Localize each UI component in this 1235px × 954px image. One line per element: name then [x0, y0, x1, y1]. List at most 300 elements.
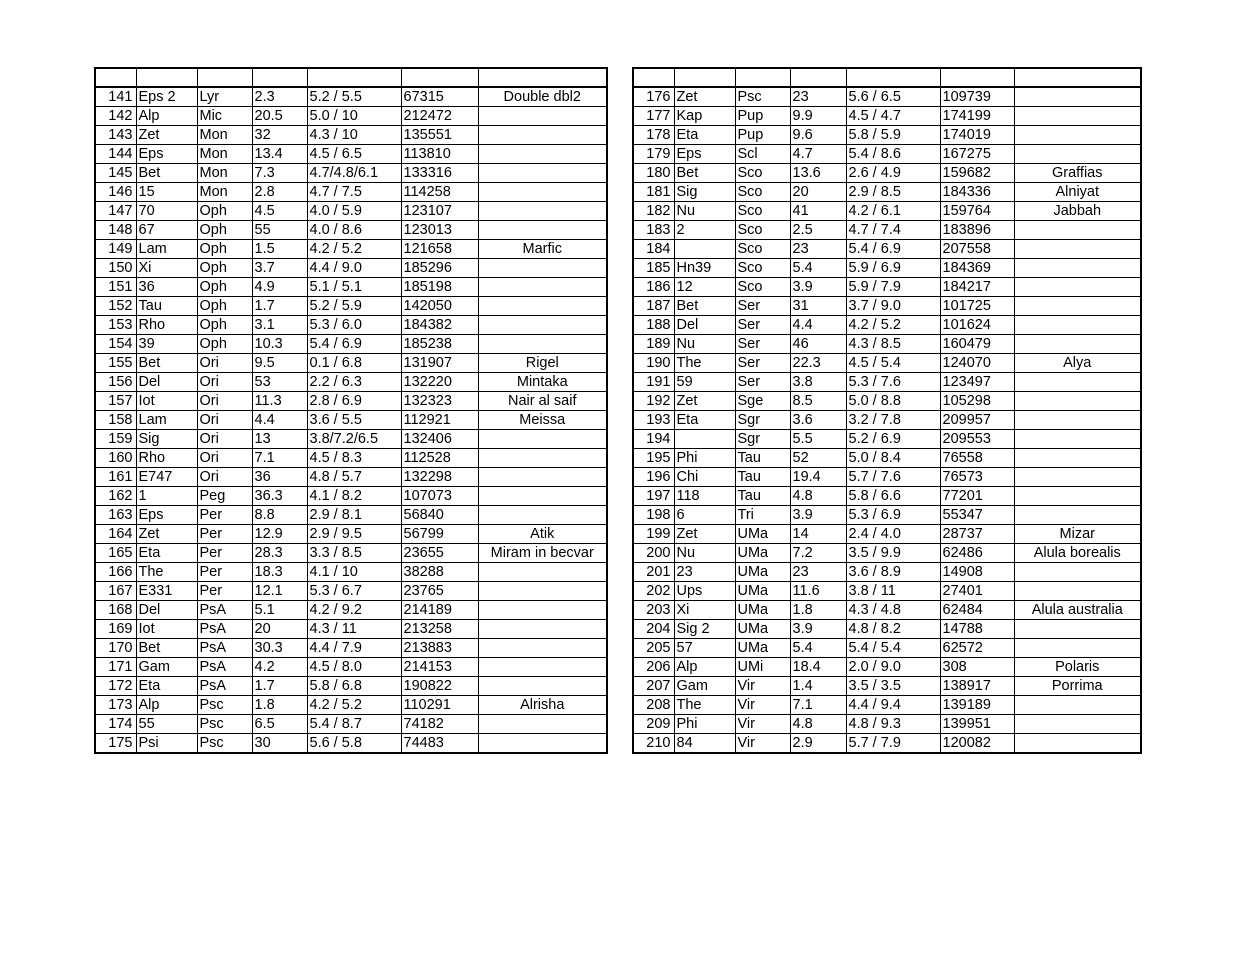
cell-constellation: Oph [197, 278, 252, 297]
header-cell [1014, 68, 1141, 87]
cell-number: 174 [95, 715, 136, 734]
cell-common-name: Jabbah [1014, 202, 1141, 221]
cell-separation: 12.1 [252, 582, 307, 601]
cell-constellation: Ori [197, 392, 252, 411]
cell-sao: 101725 [940, 297, 1014, 316]
cell-common-name [1014, 126, 1141, 145]
cell-constellation: Sco [735, 183, 790, 202]
cell-constellation: Sgr [735, 430, 790, 449]
cell-separation: 9.9 [790, 107, 846, 126]
cell-common-name [1014, 411, 1141, 430]
cell-magnitudes: 4.4 / 9.4 [846, 696, 940, 715]
cell-common-name [478, 145, 607, 164]
cell-constellation: Oph [197, 202, 252, 221]
cell-constellation: Tau [735, 449, 790, 468]
cell-magnitudes: 5.6 / 6.5 [846, 87, 940, 107]
cell-star: Phi [674, 449, 735, 468]
cell-magnitudes: 4.5 / 6.5 [307, 145, 401, 164]
cell-common-name [1014, 297, 1141, 316]
cell-separation: 2.9 [790, 734, 846, 754]
cell-separation: 55 [252, 221, 307, 240]
cell-magnitudes: 4.2 / 5.2 [307, 696, 401, 715]
cell-number: 186 [633, 278, 674, 297]
cell-number: 180 [633, 164, 674, 183]
cell-magnitudes: 4.4 / 9.0 [307, 259, 401, 278]
cell-sao: 77201 [940, 487, 1014, 506]
cell-common-name [478, 297, 607, 316]
cell-star: Ups [674, 582, 735, 601]
cell-magnitudes: 4.7 / 7.4 [846, 221, 940, 240]
cell-number: 197 [633, 487, 674, 506]
cell-constellation: Mon [197, 126, 252, 145]
cell-common-name [1014, 316, 1141, 335]
table-row [633, 354, 1141, 373]
cell-number: 160 [95, 449, 136, 468]
table-row [95, 468, 607, 487]
cell-sao: 123013 [401, 221, 478, 240]
cell-sao: 214153 [401, 658, 478, 677]
cell-number: 195 [633, 449, 674, 468]
table-row [95, 373, 607, 392]
cell-magnitudes: 5.8 / 5.9 [846, 126, 940, 145]
cell-constellation: Ori [197, 411, 252, 430]
cell-separation: 20.5 [252, 107, 307, 126]
cell-separation: 11.3 [252, 392, 307, 411]
cell-separation: 4.5 [252, 202, 307, 221]
cell-common-name [1014, 734, 1141, 754]
cell-common-name: Rigel [478, 354, 607, 373]
table-row [633, 87, 1141, 107]
table-row [95, 430, 607, 449]
cell-star: E747 [136, 468, 197, 487]
cell-separation: 12.9 [252, 525, 307, 544]
cell-constellation: PsA [197, 658, 252, 677]
table-row [95, 487, 607, 506]
cell-constellation: Oph [197, 240, 252, 259]
cell-magnitudes: 5.3 / 6.9 [846, 506, 940, 525]
cell-sao: 308 [940, 658, 1014, 677]
cell-number: 164 [95, 525, 136, 544]
cell-common-name: Alya [1014, 354, 1141, 373]
cell-constellation: Sco [735, 221, 790, 240]
cell-sao: 185238 [401, 335, 478, 354]
cell-star: Lam [136, 411, 197, 430]
table-row [633, 658, 1141, 677]
cell-constellation: Mon [197, 164, 252, 183]
cell-separation: 4.4 [790, 316, 846, 335]
cell-number: 149 [95, 240, 136, 259]
cell-star: Iot [136, 620, 197, 639]
header-cell [95, 68, 136, 87]
table-row [633, 506, 1141, 525]
cell-common-name [1014, 696, 1141, 715]
cell-number: 157 [95, 392, 136, 411]
table-row [95, 525, 607, 544]
cell-star: Tau [136, 297, 197, 316]
cell-constellation: Psc [197, 734, 252, 754]
table-row [95, 278, 607, 297]
table-row [633, 677, 1141, 696]
cell-constellation: UMa [735, 525, 790, 544]
cell-magnitudes: 5.2 / 6.9 [846, 430, 940, 449]
cell-sao: 62572 [940, 639, 1014, 658]
cell-star: Eta [136, 544, 197, 563]
cell-sao: 159764 [940, 202, 1014, 221]
header-cell [735, 68, 790, 87]
cell-sao: 121658 [401, 240, 478, 259]
cell-star: Kap [674, 107, 735, 126]
table-row [95, 164, 607, 183]
cell-number: 151 [95, 278, 136, 297]
cell-common-name: Alrisha [478, 696, 607, 715]
cell-sao: 135551 [401, 126, 478, 145]
cell-constellation: Psc [735, 87, 790, 107]
cell-star: Bet [136, 164, 197, 183]
cell-number: 183 [633, 221, 674, 240]
cell-constellation: Vir [735, 677, 790, 696]
cell-star: Zet [674, 87, 735, 107]
cell-separation: 53 [252, 373, 307, 392]
cell-common-name: Alula borealis [1014, 544, 1141, 563]
cell-common-name [478, 202, 607, 221]
cell-sao: 139951 [940, 715, 1014, 734]
cell-magnitudes: 2.6 / 4.9 [846, 164, 940, 183]
cell-sao: 209957 [940, 411, 1014, 430]
cell-star: Eps [136, 145, 197, 164]
cell-separation: 28.3 [252, 544, 307, 563]
cell-number: 144 [95, 145, 136, 164]
cell-star: Sig [136, 430, 197, 449]
cell-sao: 123497 [940, 373, 1014, 392]
cell-magnitudes: 5.0 / 8.4 [846, 449, 940, 468]
cell-constellation: UMa [735, 620, 790, 639]
cell-common-name [478, 506, 607, 525]
cell-number: 208 [633, 696, 674, 715]
cell-sao: 62484 [940, 601, 1014, 620]
table-row [95, 563, 607, 582]
table-row [95, 221, 607, 240]
cell-star: 70 [136, 202, 197, 221]
cell-separation: 20 [252, 620, 307, 639]
cell-star: 23 [674, 563, 735, 582]
cell-separation: 11.6 [790, 582, 846, 601]
cell-magnitudes: 3.7 / 9.0 [846, 297, 940, 316]
cell-number: 148 [95, 221, 136, 240]
cell-number: 187 [633, 297, 674, 316]
cell-constellation: Scl [735, 145, 790, 164]
cell-number: 165 [95, 544, 136, 563]
table-row [633, 544, 1141, 563]
cell-number: 194 [633, 430, 674, 449]
cell-sao: 14788 [940, 620, 1014, 639]
cell-sao: 213258 [401, 620, 478, 639]
cell-star: Bet [674, 164, 735, 183]
cell-magnitudes: 4.5 / 5.4 [846, 354, 940, 373]
cell-common-name [1014, 430, 1141, 449]
table-row [95, 87, 607, 107]
cell-sao: 184369 [940, 259, 1014, 278]
cell-magnitudes: 5.3 / 7.6 [846, 373, 940, 392]
cell-constellation: Oph [197, 221, 252, 240]
cell-number: 153 [95, 316, 136, 335]
cell-star: Eta [136, 677, 197, 696]
cell-magnitudes: 5.2 / 5.9 [307, 297, 401, 316]
cell-sao: 74182 [401, 715, 478, 734]
cell-separation: 7.2 [790, 544, 846, 563]
cell-sao: 76558 [940, 449, 1014, 468]
cell-constellation: Ser [735, 335, 790, 354]
cell-magnitudes: 5.3 / 6.7 [307, 582, 401, 601]
table-row [633, 620, 1141, 639]
cell-constellation: Oph [197, 316, 252, 335]
cell-sao: 183896 [940, 221, 1014, 240]
table-row [633, 316, 1141, 335]
cell-separation: 1.8 [790, 601, 846, 620]
cell-magnitudes: 4.2 / 6.1 [846, 202, 940, 221]
cell-constellation: Vir [735, 715, 790, 734]
cell-separation: 4.2 [252, 658, 307, 677]
cell-constellation: UMa [735, 582, 790, 601]
table-row [95, 620, 607, 639]
cell-common-name: Graffias [1014, 164, 1141, 183]
table-row [633, 164, 1141, 183]
cell-common-name [478, 221, 607, 240]
table-row [633, 297, 1141, 316]
cell-star: Alp [674, 658, 735, 677]
table-row [95, 411, 607, 430]
cell-magnitudes: 4.3 / 10 [307, 126, 401, 145]
cell-magnitudes: 5.4 / 6.9 [307, 335, 401, 354]
cell-magnitudes: 3.5 / 3.5 [846, 677, 940, 696]
table-row [95, 240, 607, 259]
cell-number: 167 [95, 582, 136, 601]
cell-constellation: Ori [197, 430, 252, 449]
cell-magnitudes: 4.5 / 8.3 [307, 449, 401, 468]
cell-star: The [136, 563, 197, 582]
cell-common-name [478, 677, 607, 696]
cell-common-name: Polaris [1014, 658, 1141, 677]
cell-constellation: Sco [735, 202, 790, 221]
cell-number: 155 [95, 354, 136, 373]
table-row [95, 335, 607, 354]
cell-sao: 109739 [940, 87, 1014, 107]
cell-separation: 14 [790, 525, 846, 544]
cell-number: 203 [633, 601, 674, 620]
cell-number: 159 [95, 430, 136, 449]
cell-star: Hn39 [674, 259, 735, 278]
table-row [95, 601, 607, 620]
header-cell [478, 68, 607, 87]
cell-sao: 107073 [401, 487, 478, 506]
cell-sao: 209553 [940, 430, 1014, 449]
cell-number: 192 [633, 392, 674, 411]
cell-magnitudes: 5.0 / 8.8 [846, 392, 940, 411]
cell-constellation: Ser [735, 316, 790, 335]
cell-common-name: Alniyat [1014, 183, 1141, 202]
table-row [633, 601, 1141, 620]
header-cell [940, 68, 1014, 87]
cell-star: 59 [674, 373, 735, 392]
cell-constellation: Psc [197, 696, 252, 715]
cell-magnitudes: 3.5 / 9.9 [846, 544, 940, 563]
cell-separation: 46 [790, 335, 846, 354]
cell-common-name: Atik [478, 525, 607, 544]
cell-sao: 55347 [940, 506, 1014, 525]
cell-separation: 8.5 [790, 392, 846, 411]
cell-star: Nu [674, 335, 735, 354]
cell-magnitudes: 4.7/4.8/6.1 [307, 164, 401, 183]
cell-sao: 74483 [401, 734, 478, 754]
cell-magnitudes: 4.8 / 5.7 [307, 468, 401, 487]
cell-common-name: Mizar [1014, 525, 1141, 544]
cell-sao: 185296 [401, 259, 478, 278]
cell-common-name [478, 563, 607, 582]
cell-common-name: Meissa [478, 411, 607, 430]
cell-separation: 13.6 [790, 164, 846, 183]
cell-number: 207 [633, 677, 674, 696]
cell-number: 196 [633, 468, 674, 487]
cell-common-name: Porrima [1014, 677, 1141, 696]
header-cell [197, 68, 252, 87]
cell-magnitudes: 0.1 / 6.8 [307, 354, 401, 373]
cell-constellation: Oph [197, 335, 252, 354]
cell-constellation: Mon [197, 183, 252, 202]
table-row [633, 468, 1141, 487]
cell-star: Phi [674, 715, 735, 734]
cell-number: 179 [633, 145, 674, 164]
cell-magnitudes: 5.9 / 6.9 [846, 259, 940, 278]
cell-common-name [478, 658, 607, 677]
table-row [95, 734, 607, 754]
cell-star: 57 [674, 639, 735, 658]
cell-common-name [1014, 468, 1141, 487]
cell-separation: 31 [790, 297, 846, 316]
cell-common-name [478, 734, 607, 754]
cell-number: 181 [633, 183, 674, 202]
table-row [633, 259, 1141, 278]
cell-sao: 23655 [401, 544, 478, 563]
table-row [95, 449, 607, 468]
cell-number: 193 [633, 411, 674, 430]
cell-magnitudes: 5.8 / 6.8 [307, 677, 401, 696]
cell-separation: 23 [790, 563, 846, 582]
cell-number: 141 [95, 87, 136, 107]
cell-number: 156 [95, 373, 136, 392]
cell-sao: 138917 [940, 677, 1014, 696]
cell-sao: 56840 [401, 506, 478, 525]
cell-common-name [1014, 639, 1141, 658]
table-row [95, 259, 607, 278]
table-row [95, 183, 607, 202]
cell-number: 143 [95, 126, 136, 145]
cell-constellation: Ori [197, 468, 252, 487]
cell-separation: 2.3 [252, 87, 307, 107]
cell-common-name [478, 278, 607, 297]
cell-number: 182 [633, 202, 674, 221]
cell-sao: 38288 [401, 563, 478, 582]
cell-common-name [478, 601, 607, 620]
cell-common-name [478, 164, 607, 183]
cell-number: 161 [95, 468, 136, 487]
table-row [95, 544, 607, 563]
cell-sao: 14908 [940, 563, 1014, 582]
cell-common-name [478, 582, 607, 601]
cell-magnitudes: 4.4 / 7.9 [307, 639, 401, 658]
cell-magnitudes: 4.8 / 8.2 [846, 620, 940, 639]
cell-separation: 3.7 [252, 259, 307, 278]
cell-star [674, 430, 735, 449]
cell-magnitudes: 4.1 / 8.2 [307, 487, 401, 506]
cell-sao: 131907 [401, 354, 478, 373]
cell-sao: 124070 [940, 354, 1014, 373]
cell-separation: 3.9 [790, 278, 846, 297]
cell-star: 1 [136, 487, 197, 506]
cell-star: Nu [674, 544, 735, 563]
cell-common-name [478, 487, 607, 506]
table-row [95, 297, 607, 316]
cell-star: Sig [674, 183, 735, 202]
cell-constellation: Tau [735, 487, 790, 506]
cell-magnitudes: 4.2 / 5.2 [846, 316, 940, 335]
cell-constellation: Pup [735, 126, 790, 145]
cell-star: Zet [674, 392, 735, 411]
table-row [95, 126, 607, 145]
cell-star: Alp [136, 696, 197, 715]
header-cell [401, 68, 478, 87]
cell-separation: 7.1 [252, 449, 307, 468]
header-row [95, 68, 607, 87]
cell-magnitudes: 4.0 / 5.9 [307, 202, 401, 221]
cell-number: 142 [95, 107, 136, 126]
cell-number: 171 [95, 658, 136, 677]
cell-magnitudes: 4.7 / 7.5 [307, 183, 401, 202]
cell-sao: 184382 [401, 316, 478, 335]
table-row [633, 126, 1141, 145]
table-row [633, 240, 1141, 259]
header-cell [846, 68, 940, 87]
cell-number: 166 [95, 563, 136, 582]
cell-separation: 7.1 [790, 696, 846, 715]
cell-common-name: Marfic [478, 240, 607, 259]
cell-common-name [1014, 107, 1141, 126]
cell-magnitudes: 3.3 / 8.5 [307, 544, 401, 563]
cell-number: 201 [633, 563, 674, 582]
cell-magnitudes: 4.0 / 8.6 [307, 221, 401, 240]
cell-separation: 1.5 [252, 240, 307, 259]
cell-constellation: Sco [735, 259, 790, 278]
cell-separation: 22.3 [790, 354, 846, 373]
cell-magnitudes: 5.9 / 7.9 [846, 278, 940, 297]
cell-sao: 23765 [401, 582, 478, 601]
header-cell [252, 68, 307, 87]
cell-number: 209 [633, 715, 674, 734]
table-row [95, 145, 607, 164]
cell-number: 172 [95, 677, 136, 696]
cell-number: 200 [633, 544, 674, 563]
cell-separation: 9.5 [252, 354, 307, 373]
cell-star: Xi [136, 259, 197, 278]
cell-magnitudes: 4.3 / 11 [307, 620, 401, 639]
cell-common-name [478, 639, 607, 658]
cell-constellation: UMa [735, 601, 790, 620]
cell-magnitudes: 2.9 / 9.5 [307, 525, 401, 544]
cell-separation: 1.4 [790, 677, 846, 696]
cell-sao: 160479 [940, 335, 1014, 354]
cell-common-name: Alula australia [1014, 601, 1141, 620]
cell-sao: 132406 [401, 430, 478, 449]
cell-magnitudes: 2.8 / 6.9 [307, 392, 401, 411]
cell-magnitudes: 3.6 / 5.5 [307, 411, 401, 430]
